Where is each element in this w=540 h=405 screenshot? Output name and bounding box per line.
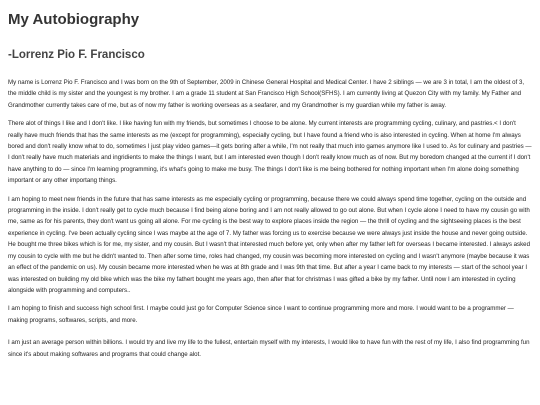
author-byline: -Lorrenz Pio F. Francisco: [8, 49, 145, 61]
paragraph-conclusion: I am just an average person within billions. I would try and live my life to the fullest, entertain myself with my interests, I would like to have fun with the rest of my life, I also find programming fun since it's about making softwares and programs that could change alot.: [8, 339, 530, 358]
paragraph-cycling: I am hoping to meet new friends in the future that has same interests as me especially cycling or programming, because there we could always spend time together, cycling on the outside and programming in the inside. I don't really get to cycle much because I find being alone boring and I am not really allowed to go out alone. But when I cycle alone I need to have my cousin go with me, same as for his parents, they don't want us going all alone. For me cycling is the best way to explore places inside the region — the thrill of cycling and the sightseeing places is the best experience in cycling. I've been actually cycling since I was maybe at the age of 7. My father was forcing us to exercise because we were always just inside the house and never going outside. He bought me three bikes which is for me, my sister, and my cousin. But I wasn't that interested much before yet, only when after my father left for overseas I became interested. I always asked my cousin to cycle with me but he didn't wanted to. Then after some time, roles had changed, my cousin was becoming more interested on cycling and I wasn't anymore (maybe because it was an effect of the pandemic on us). My cousin became more interested when he was at 8th grade and I was 9th that time. But after a year I came back to my interests — start of the school year I was interested on building my old bike which was the bike my fathert bought me years ago, then after that for christmas I was gifted a bike by my father. Until now I am interested in cycling alongside with programming and computers..: [8, 195, 531, 294]
page-title: My Autobiography: [8, 11, 140, 28]
paragraph-likes-dislikes: There alot of things I like and I don't like. I like having fun with my friends, but sometimes I choose to be alone. My current interests are programming cycling, culinary, and pastries.< I don't really have much friends that has the same interests as me (except for programming), especially cycling, but I have found a friend who is also interested in cycling. When at home I'm always bored and don't really know what to do, sometimes I just play video games—it gets boring after a while, I'm not really that much into games anymore like I used to. As for culinary and pastries — I don't really have much materials and ingridients to make the things I want, but I am interested even though I don't really know much as of now. But my boredom changed at the current if I don't have anything to do — since I'm learning programming, it's what's going to make me busy. The things I don't like is me being bothered for nothing important when I'm alone doing something important or any other importang things.: [8, 120, 532, 185]
paragraph-future-goals: I am hoping to finish and success high school first. I maybe could just go for Computer Science since I want to continue programming more and more. I would want to be a programmer — making programs, softwares, scripts, and more.: [8, 305, 514, 324]
paragraph-introduction: My name is Lorrenz Pio F. Francisco and I was born on the 9th of September, 2009 in Chinese General Hospital and Medical Center. I have 2 siblings — we are 3 in total, I am the oldest of 3, the middle child is my sister and the youngest is my brother. I am a grade 11 student at San Francisco High School(SFHS). I am currently living at Quezon City with my family. My Father and Grandmother currently takes care of me, but as of now my father is working overseas as a seafarer, and my Grandmother is my guardian while my father is away.: [8, 79, 525, 109]
